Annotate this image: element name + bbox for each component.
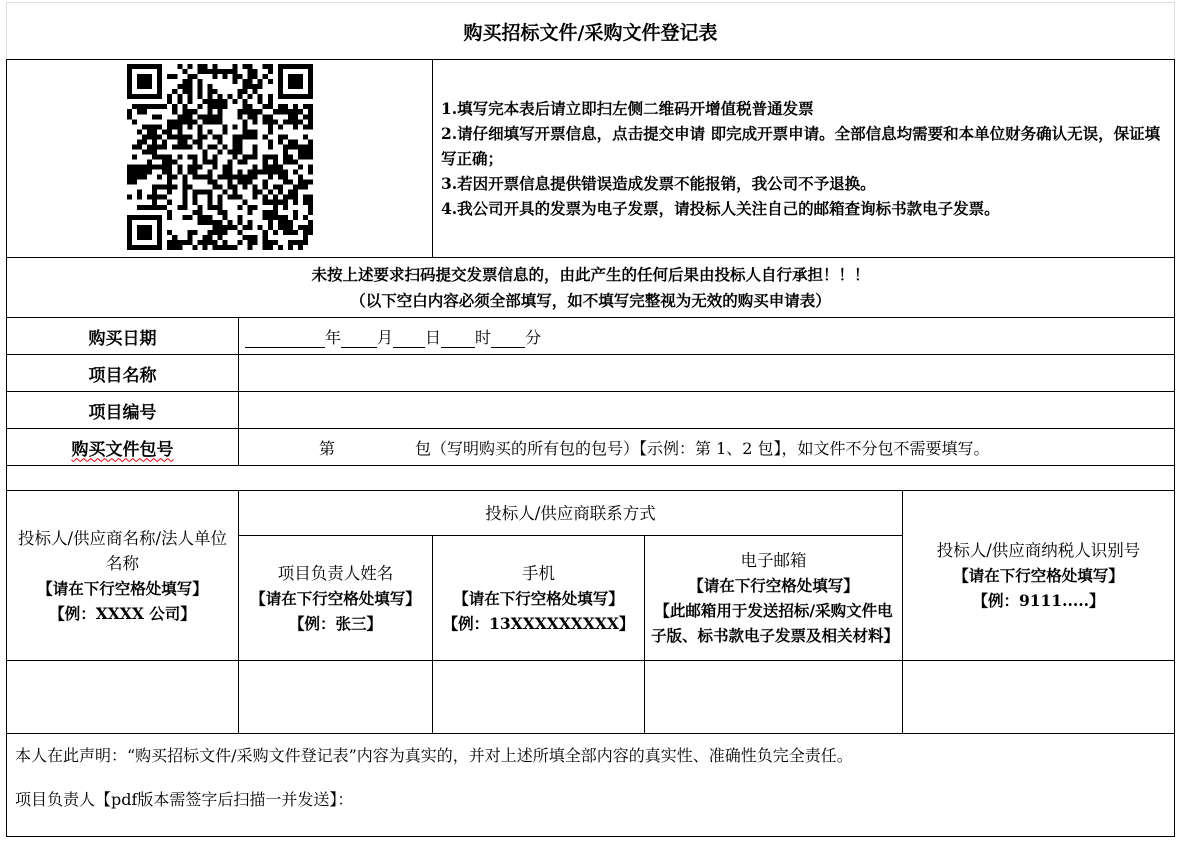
qr-cell bbox=[7, 60, 433, 258]
instructions bbox=[433, 60, 1175, 258]
email-header bbox=[645, 536, 903, 661]
warning-line-1: 未按上述要求扫码提交发票信息的，由此产生的任何后果由投标人自行承担！！！ bbox=[311, 264, 870, 284]
declaration bbox=[7, 734, 1175, 837]
person-name-input[interactable] bbox=[239, 661, 433, 734]
instruction-4: 4.我公司开具的发票为电子发票，请投标人关注自己的邮箱查询标书款电子发票。 bbox=[441, 199, 1000, 218]
qr-code-icon[interactable] bbox=[127, 64, 313, 250]
person-hint: 【请在下行空格处填写】 bbox=[250, 588, 421, 608]
form-table bbox=[6, 2, 1175, 837]
person-example: 【例：张三】 bbox=[288, 613, 382, 633]
project-number-field[interactable] bbox=[239, 392, 1175, 429]
phone-input[interactable] bbox=[433, 661, 645, 734]
person-header bbox=[239, 536, 433, 661]
day-blank[interactable] bbox=[393, 329, 425, 348]
tax-id-label: 投标人/供应商纳税人识别号 bbox=[936, 541, 1141, 560]
form-title: 购买招标文件/采购文件登记表 bbox=[7, 3, 1175, 60]
month-blank[interactable] bbox=[341, 329, 377, 348]
month-label: 月 bbox=[377, 327, 394, 347]
project-number-label: 项目编号 bbox=[7, 392, 239, 429]
tax-id-hint: 【请在下行空格处填写】 bbox=[953, 566, 1124, 585]
email-note: 【此邮箱用于发送招标/采购文件电子版、标书款电子发票及相关材料】 bbox=[651, 601, 900, 645]
package-field[interactable] bbox=[239, 429, 1175, 466]
tax-id-input[interactable] bbox=[903, 661, 1175, 734]
phone-hint: 【请在下行空格处填写】 bbox=[453, 588, 624, 608]
bidder-name-input[interactable] bbox=[7, 661, 239, 734]
person-label: 项目负责人姓名 bbox=[277, 563, 394, 583]
minute-label: 分 bbox=[525, 327, 542, 347]
declaration-statement: 本人在此声明：“购买招标文件/采购文件登记表”内容为真实的，并对上述所填全部内容的真实性、准确性负完全责任。 bbox=[15, 746, 853, 765]
registration-form bbox=[6, 2, 1174, 841]
email-input[interactable] bbox=[645, 661, 903, 734]
spacer-row bbox=[7, 466, 1175, 491]
tax-id-header bbox=[903, 491, 1175, 661]
bidder-name-label: 投标人/供应商名称/法人单位名称 bbox=[17, 528, 228, 573]
warning-line-2: （以下空白内容必须全部填写，如不填写完整视为无效的购买申请表） bbox=[350, 290, 831, 310]
purchase-date-label: 购买日期 bbox=[7, 318, 239, 355]
phone-header bbox=[433, 536, 645, 661]
email-label: 电子邮箱 bbox=[740, 551, 807, 570]
hour-blank[interactable] bbox=[441, 329, 475, 348]
bidder-name-example: 【例：XXXX 公司】 bbox=[49, 603, 196, 623]
year-label: 年 bbox=[325, 327, 342, 347]
instruction-2: 2.请仔细填写开票信息，点击提交申请 即完成开票申请。全部信息均需要和本单位财务确认无误，保证填写正确； bbox=[441, 124, 1161, 168]
signature-line[interactable]: 项目负责人【pdf版本需签字后扫描一并发送】： bbox=[15, 790, 354, 809]
day-label: 日 bbox=[425, 327, 442, 347]
minute-blank[interactable] bbox=[491, 329, 525, 348]
phone-example: 【例：13XXXXXXXXX】 bbox=[442, 613, 635, 633]
contact-header: 投标人/供应商联系方式 bbox=[239, 491, 903, 536]
warning bbox=[7, 258, 1175, 318]
bidder-name-hint: 【请在下行空格处填写】 bbox=[37, 578, 208, 598]
instruction-1: 1.填写完本表后请立即扫左侧二维码开增值税普通发票 bbox=[441, 99, 814, 118]
package-label: 购买文件包号 bbox=[7, 429, 239, 466]
package-instructions: 包（写明购买的所有包的包号）【示例：第 1、2 包】，如文件不分包不需要填写。 bbox=[415, 438, 990, 458]
hour-label: 时 bbox=[475, 327, 492, 347]
email-hint: 【请在下行空格处填写】 bbox=[688, 576, 859, 595]
tax-id-example: 【例：9111.....】 bbox=[972, 591, 1105, 610]
instruction-3: 3.若因开票信息提供错误造成发票不能报销，我公司不予退换。 bbox=[441, 174, 876, 193]
package-prefix: 第 bbox=[318, 438, 335, 458]
purchase-date-field[interactable] bbox=[239, 318, 1175, 355]
year-blank[interactable] bbox=[245, 329, 325, 348]
project-name-field[interactable] bbox=[239, 355, 1175, 392]
phone-label: 手机 bbox=[522, 563, 555, 583]
bidder-name-header bbox=[7, 491, 239, 661]
project-name-label: 项目名称 bbox=[7, 355, 239, 392]
